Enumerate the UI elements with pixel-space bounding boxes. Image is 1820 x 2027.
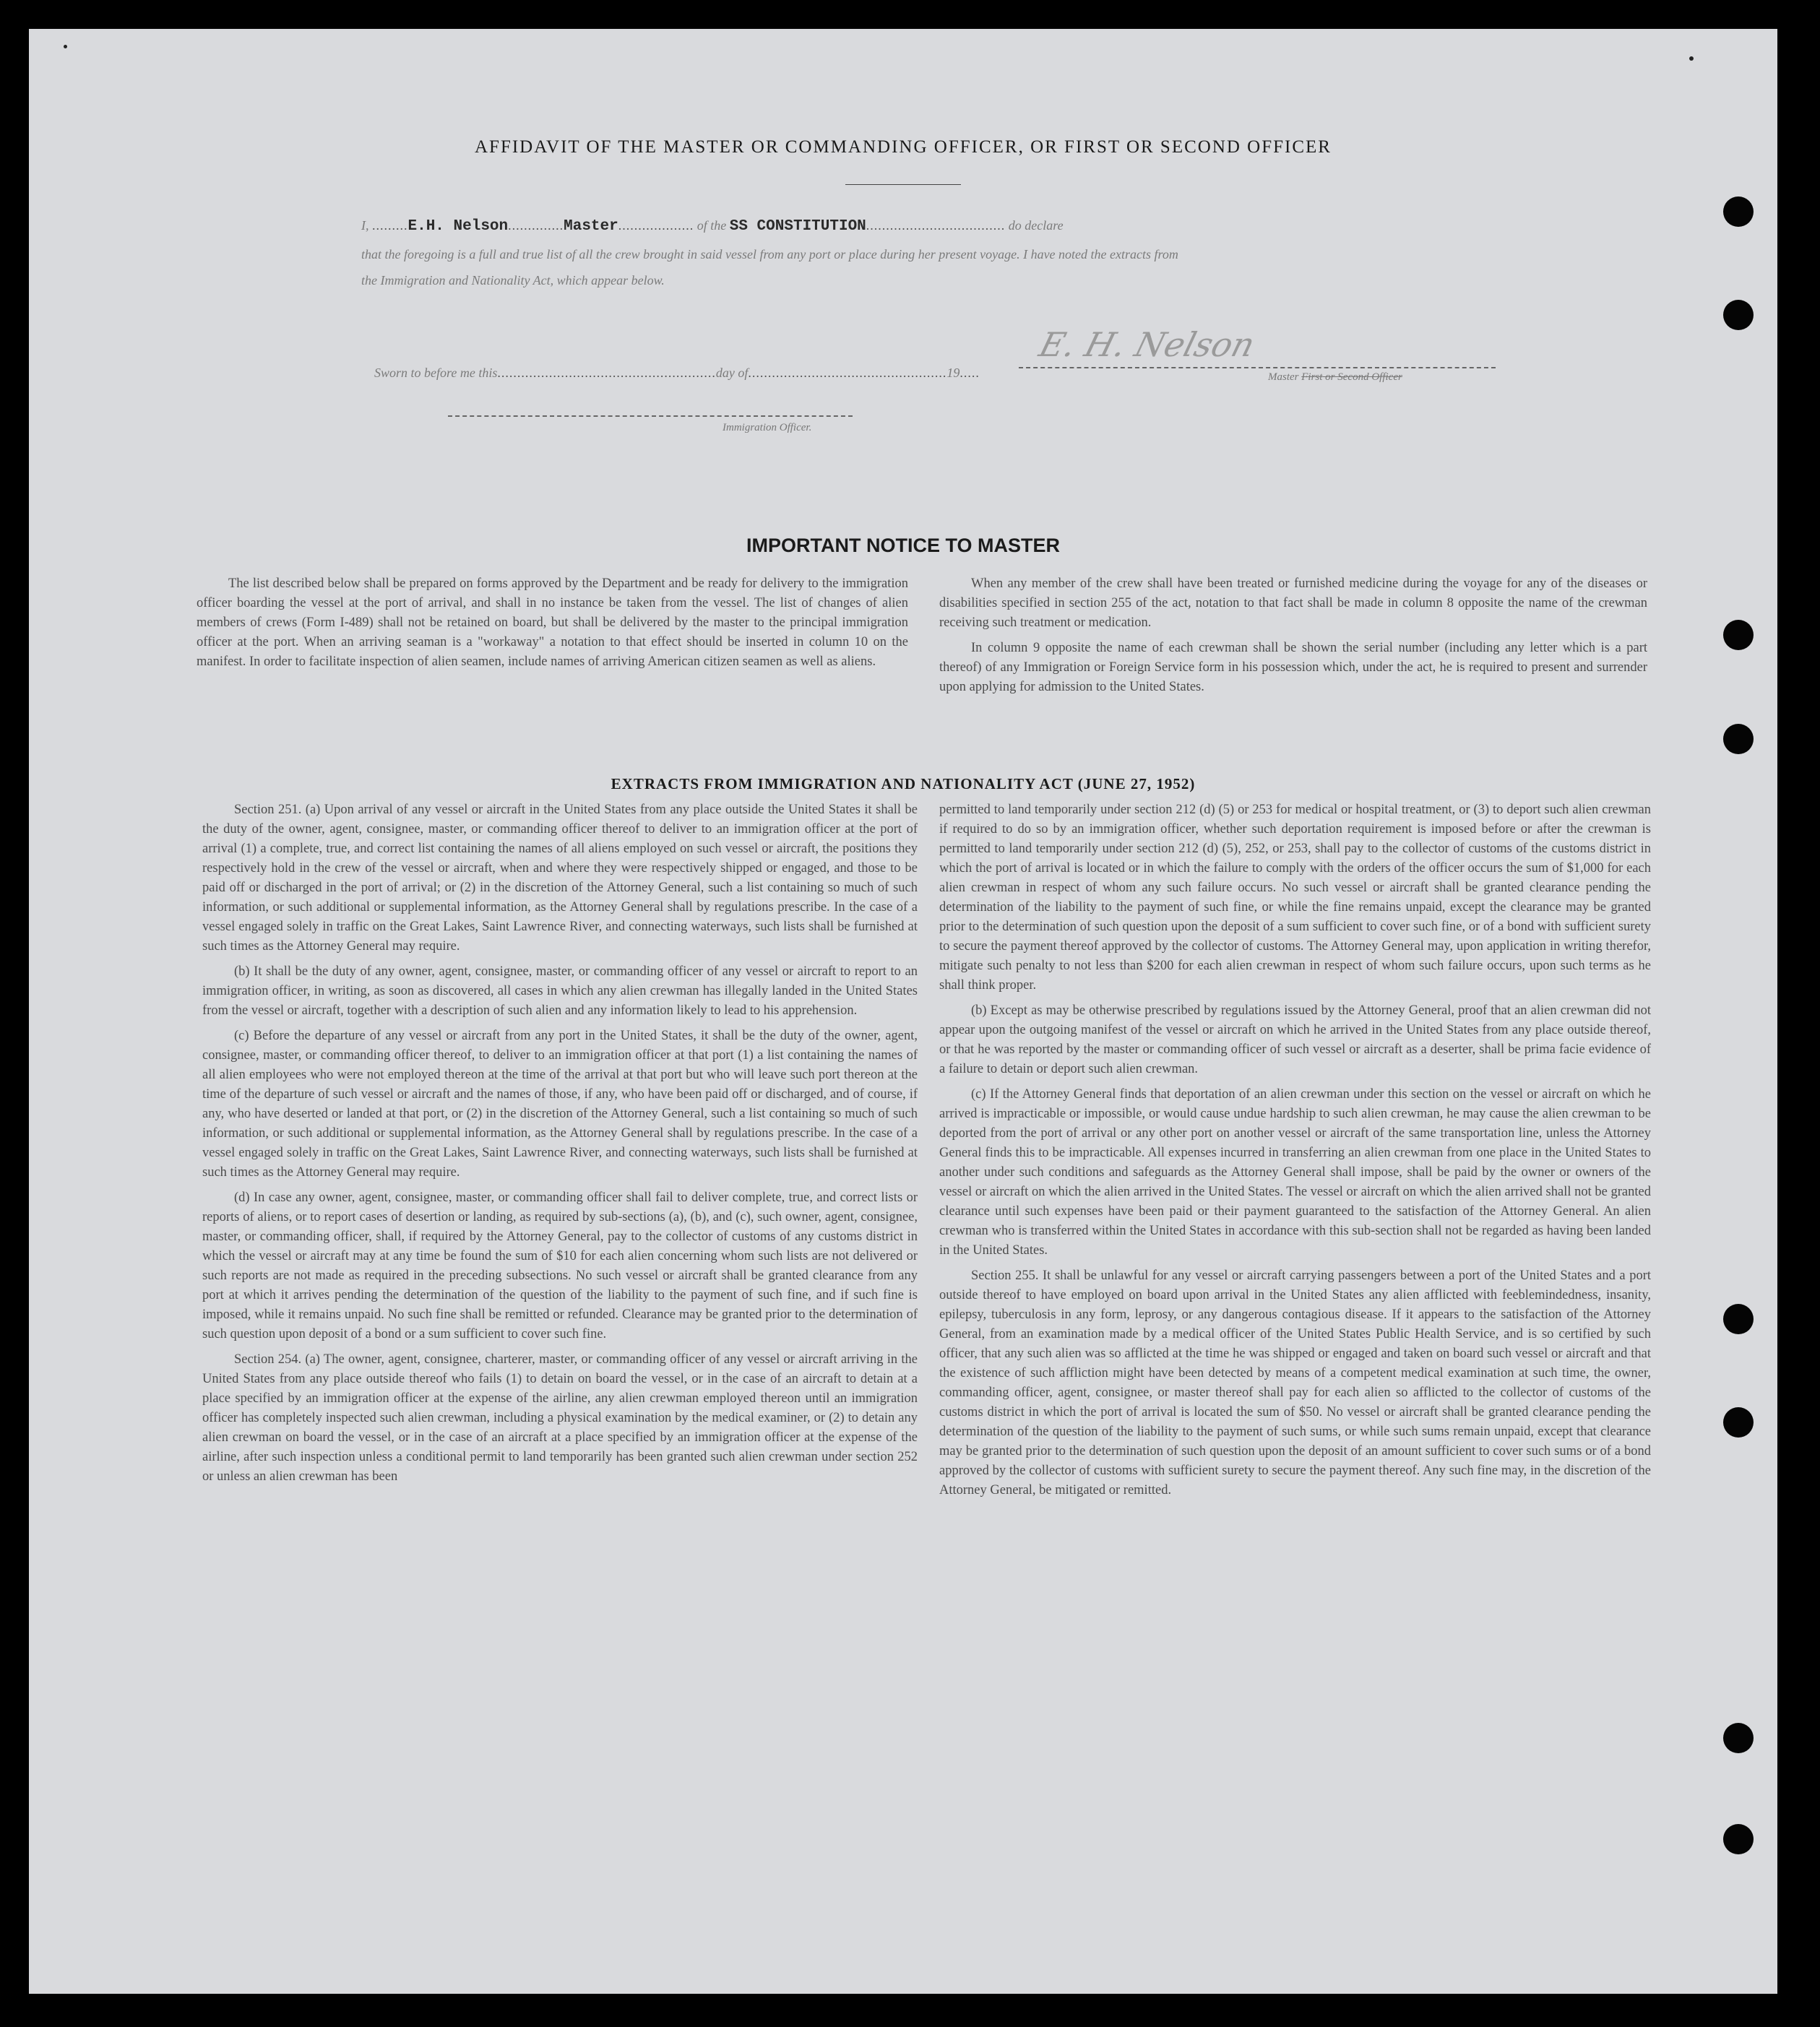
sworn-b: day of (715, 366, 749, 380)
act-paragraph: (b) Except as may be otherwise prescribed by regulations issued by the Attorney General, proof that an alien crewman did not appear upon the outgoing manifest of the vessel or aircraft on which he arrived in the United States from any place outside thereof, or that he was reported by the master or commanding officer of such vessel or aircraft as a deserter, shall be prima facie evidence of a failure to detain or deport such alien crewman. (939, 1003, 1651, 1076)
affidavit-title: AFFIDAVIT OF THE MASTER OR COMMANDING OFFICER, OR FIRST OR SECOND OFFICER (474, 137, 1332, 157)
officer-line (448, 415, 853, 417)
fill-line: ..... (959, 366, 980, 380)
master-name: E.H. Nelson (407, 218, 509, 235)
prefix: I, (361, 218, 369, 233)
act-paragraph: (c) If the Attorney General finds that deportation of an alien crewman under this section on the vessel or aircraft on which he arrived is impracticable or impossible, or would cause undue hardship to such alien crewman, he may cause the alien crewman to be deported from the port of arrival or any other port on another vessel or aircraft of the same transportation line, unless the Attorney General finds this to be impracticable. All expenses incurred in transferring an alien crewman from one place in the United States to another under such conditions and safeguards as the Attorney General shall impose, shall be paid by the owner or owners of the vessel or aircraft on which the alien arrived in the United States. The vessel or aircraft on which the alien arrived shall not be granted clearance until such expenses have been paid or their payment guaranteed to the satisfaction of the Attorney General. An alien crewman who is transferred within the United States in accordance with this sub-section shall not be regarded as having been landed in the United States. (939, 1087, 1651, 1258)
extracts-heading: EXTRACTS FROM IMMIGRATION AND NATIONALITY ACT (JUNE 27, 1952) (611, 775, 1196, 792)
punch-hole (1723, 300, 1754, 330)
act-paragraph: (c) Before the departure of any vessel or aircraft from any port in the United States, it shall be the duty of the owner, agent, consignee, master, or commanding officer thereof, to deliver to an immigration officer at that port (1) a list containing the names of all alien employees who were not employed thereon at the time of the arrival at that port but who will leave such port thereon at the time of the departure of such vessel or aircraft and the names of those, if any, who have been paid off or discharged, and of course, if any, who have deserted or landed at that port, or (2) in the discretion of the Attorney General, such a list containing so much of such information, or such additional or supplemental information, as the Attorney General shall by regulations prescribe. In the case of a vessel engaged solely in traffic on the Great Lakes, Saint Lawrence River, and connecting waterways, such lists shall be furnished at such times as the Attorney General may require. (202, 1029, 918, 1180)
declaration-text-2: that the foregoing is a full and true list of all the crew brought in said vessel from any port or place during her present voyage. I have noted the extracts from (361, 247, 1178, 262)
fill-line: ......... (372, 218, 408, 233)
act-paragraph: permitted to land temporarily under section 212 (d) (5) or 253 for medical or hospital treatment, or (3) to deport such alien crewman if required to do so by an immigration officer, whether such deportation requirement is imposed before or after the crewman is permitted to land temporarily under section 212 (d) (5), 252, or 253, shall pay to the collector of customs of the customs district in which the port of arrival is located or in which the failure to comply with the orders of the officer occurs the sum of $1,000 for each alien crewman in respect of whom any such failure occurs. No such vessel or aircraft shall be granted clearance pending the determination of the liability to the payment of such fine, or while the fine remains unpaid, except the clearance may be granted prior to the determination of such question upon the deposit of a sum sufficient to cover such fine, or of a bond with sufficient surety to secure the payment thereof approved by the collector of customs. The Attorney General may, upon application in writing therefor, mitigate such penalty to not less than $200 for each alien crewman in respect of whom such failure occurs, upon such terms as he shall think proper. (939, 803, 1651, 993)
master-rank: Master (564, 218, 618, 235)
notice-paragraph: When any member of the crew shall have been treated or furnished medicine during the voyage for any of the diseases or disabilities specified in section 255 of the act, notation to that fact shall be made in column 8 opposite the name of the crewman receiving such treatment or medication. (939, 576, 1647, 630)
punch-hole (1723, 1304, 1754, 1334)
notice-paragraph: The list described below shall be prepared on forms approved by the Department and be ready for delivery to the immigration officer boarding the vessel at the port of arrival, and shall in no instance be taken from the vessel. The list of changes of alien members of crews (Form I-489) shall not be retained on board, but shall be delivered by the master to the principal immigration officer at the port. When an arriving seaman is a "workaway" a notation to that effect should be inserted in column 10 on the manifest. In order to facilitate inspection of alien seamen, include names of arriving American citizen seamen as well as aliens. (197, 576, 908, 669)
fill-line: .................................................. (748, 366, 947, 380)
vessel-name: SS CONSTITUTION (729, 218, 866, 235)
act-paragraph: Section 255. It shall be unlawful for any vessel or aircraft carrying passengers between a port of the United States and a port outside thereof to have employed on board upon arrival in the United States any alien afflicted with feeblemindedness, insanity, epilepsy, tuberculosis in any form, leprosy, or any dangerous contagious disease. If it appears to the satisfaction of the Attorney General, from an examination made by a medical officer of the United States Public Health Service, and is so certified by such officer, that any such alien was so afflicted at the time he was shipped or engaged and taken on board such vessel or aircraft and that the existence of such affliction might have been detected by means of a competent medical examination at such time, the owner, commanding officer, agent, consignee, or master thereof shall pay for each alien so afflicted to the collector of customs of the customs district in which the port of arrival is located the sum of $50. No vessel or aircraft shall be granted clearance pending the determination of the question of the liability to the payment of such sums, or while such sums remain unpaid, except that clearance may be granted prior to the determination of such question upon the deposit of an amount sufficient to cover such sums or of a bond approved by the collector of customs with sufficient surety to secure the payment thereof. Any such fine may, in the discretion of the Attorney General, be mitigated or remitted. (939, 1269, 1651, 1497)
punch-hole (1723, 620, 1754, 650)
notice-right-column (939, 574, 1647, 703)
punch-hole (1723, 1824, 1754, 1854)
extracts-right-column (939, 800, 1651, 1506)
scan-speck (64, 45, 67, 48)
notice-paragraph: In column 9 opposite the name of each crewman shall be shown the serial number (including any letter which is a part thereof) of any Immigration or Foreign Service form in his possession which, under the act, he is required to present and surrender upon applying for admission to the United States. (939, 641, 1647, 694)
punch-hole (1723, 1407, 1754, 1438)
fill-line: ................... (618, 218, 694, 233)
signature: E. H. Nelson (1035, 325, 1259, 364)
act-paragraph: (d) In case any owner, agent, consignee, master, or commanding officer shall fail to deliver complete, true, and correct lists or reports of aliens, or to report cases of desertion or landing, as required by sub-sections (a), (b), and (c), such owner, agent, consignee, master, or commanding officer, shall, if required by the Attorney General, pay to the collector of customs of any customs district in which the vessel or aircraft may at any time be found the sum of $10 for each alien concerning whom such lists are not delivered or such reports are not made as required in the preceding subsections. No such vessel or aircraft shall be granted clearance from any port at which it arrives pending the determination of the question of the liability to the payment of such fine, and if such fine is imposed, while it remains unpaid. No such fine shall be remitted or refunded. Clearance may be granted prior to the determination of such question upon deposit of a bond or a sum sufficient to cover such fine. (202, 1190, 918, 1341)
caption-master: Master (1268, 371, 1299, 383)
declaration-line (361, 218, 1488, 235)
punch-hole (1723, 196, 1754, 227)
caption-struck: First or Second Officer (1301, 371, 1402, 383)
document-page (29, 29, 1777, 1994)
sworn-c: 19 (946, 366, 960, 380)
notice-heading: IMPORTANT NOTICE TO MASTER (746, 535, 1060, 556)
notice-left-column (197, 574, 908, 678)
fill-line: ....................................................... (497, 366, 716, 380)
fill-line: .............. (508, 218, 564, 233)
sworn-a: Sworn to before me this (374, 366, 498, 380)
of-the-label: of the (696, 218, 727, 233)
punch-hole (1723, 1723, 1754, 1753)
punch-hole (1723, 724, 1754, 754)
act-paragraph: (b) It shall be the duty of any owner, agent, consignee, master, or commanding officer of any vessel or aircraft to report to an immigration officer, in writing, as soon as discovered, all cases in which any alien crewman has illegally landed in the United States from the vessel or aircraft, together with a description of such alien and any information likely to lead to his apprehension. (202, 964, 918, 1018)
immigration-officer-label: Immigration Officer. (723, 422, 812, 433)
declaration-text-3: the Immigration and Nationality Act, which appear below. (361, 273, 665, 288)
act-paragraph: Section 251. (a) Upon arrival of any vessel or aircraft in the United States from any place outside the United States it shall be the duty of the owner, agent, consignee, master, or commanding officer thereof to deliver to an immigration officer at the port of arrival (1) a complete, true, and correct list containing the names of all aliens employed on such vessel or aircraft, the positions they respectively hold in the crew of the vessel or aircraft, when and where they were respectively shipped or engaged, and those to be paid off or discharged in the port of arrival; or (2) in the discretion of the Attorney General, such a list containing so much of such information, or such additional or supplemental information, as the Attorney General shall by regulations prescribe. In the case of a vessel engaged solely in traffic on the Great Lakes, Saint Lawrence River, and connecting waterways, such lists shall be furnished at such times as the Attorney General may require. (202, 803, 918, 954)
do-declare-label: do declare (1008, 218, 1064, 233)
scan-speck (1689, 56, 1694, 61)
extracts-left-column (202, 800, 918, 1492)
sworn-line (374, 366, 1501, 381)
act-paragraph: Section 254. (a) The owner, agent, consignee, charterer, master, or commanding officer of any vessel or aircraft arriving in the United States from any place outside thereof who fails (1) to detain on board the vessel, or in the case of an aircraft to detain at a place specified by an immigration officer at the expense of the airline, any alien crewman employed thereon until an immigration officer has completely inspected such alien crewman, including a physical examination by the medical examiner, or (2) to detain any alien crewman on board the vessel, or in the case of an aircraft at a place specified by an immigration officer at the expense of the airline, after such inspection unless a conditional permit to land temporarily has been granted such alien crewman under section 252 or unless an alien crewman has been (202, 1352, 918, 1484)
title-rule (845, 184, 961, 185)
fill-line: ................................... (866, 218, 1006, 233)
